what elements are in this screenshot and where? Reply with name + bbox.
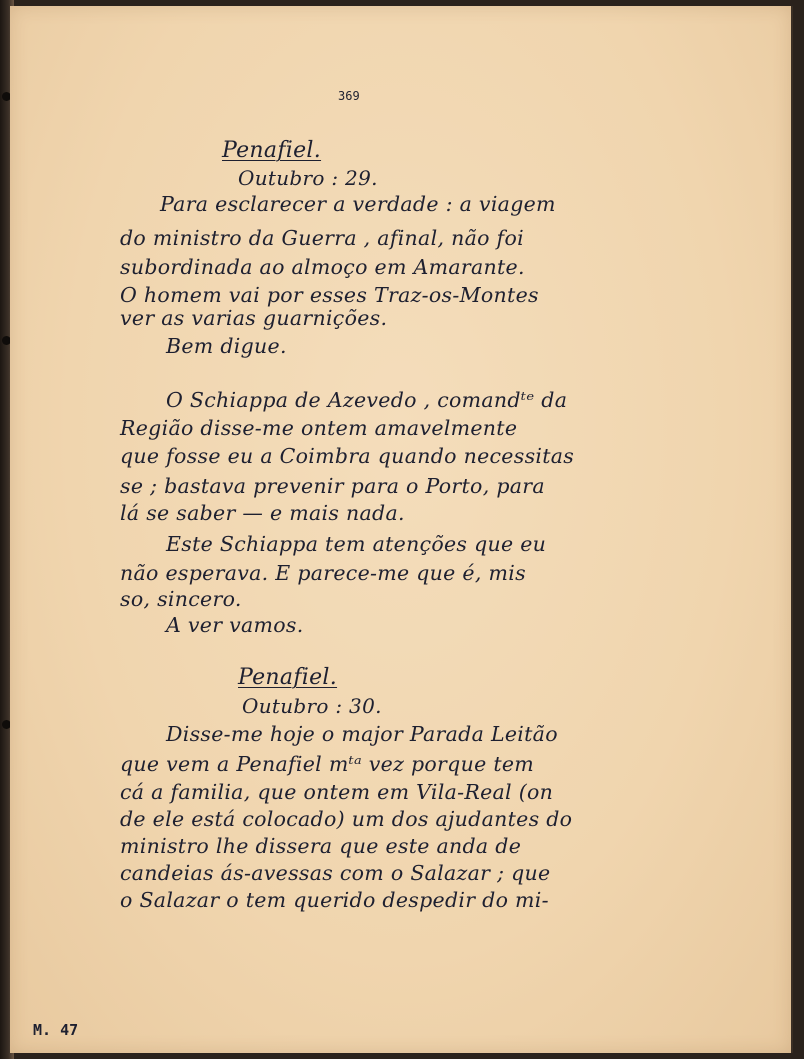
text-line: candeias ás-avessas com o Salazar ; que <box>120 861 551 885</box>
entry-date: Outubro : 29. <box>238 166 378 190</box>
text-line: Este Schiappa tem atenções que eu <box>166 532 547 556</box>
text-line: Para esclarecer a verdade : a viagem <box>160 192 556 216</box>
text-line: cá a familia, que ontem em Vila-Real (on <box>120 780 554 804</box>
text-line: Disse-me hoje o major Parada Leitão <box>166 722 558 746</box>
text-line: ver as varias guarnições. <box>120 306 388 330</box>
text-line: não esperava. E parece-me que é, mis <box>120 561 526 585</box>
entry-date: Outubro : 30. <box>242 694 382 718</box>
text-line: lá se saber — e mais nada. <box>120 501 405 525</box>
entry-place-heading: Penafiel. <box>238 665 338 690</box>
text-line: de ele está colocado) um dos ajudantes do <box>120 807 573 831</box>
text-line: O homem vai por esses Traz-os-Montes <box>120 283 539 307</box>
text-line: se ; bastava prevenir para o Porto, para <box>120 474 545 498</box>
text-line: do ministro da Guerra , afinal, não foi <box>120 226 524 250</box>
text-line: ministro lhe dissera que este anda de <box>120 834 522 858</box>
text-line: Região disse-me ontem amavelmente <box>120 416 518 440</box>
text-line: que fosse eu a Coimbra quando necessitas <box>120 444 575 468</box>
text-line: que vem a Penafiel mᵗᵃ vez porque tem <box>120 752 535 776</box>
margin-mark: M. 47 <box>33 1021 79 1039</box>
text-line: O Schiappa de Azevedo , comandᵗᵉ da <box>166 388 568 412</box>
text-line: Bem digue. <box>166 334 287 358</box>
text-line: A ver vamos. <box>166 613 304 637</box>
text-line: o Salazar o tem querido despedir do mi- <box>120 888 549 912</box>
text-line: so, sincero. <box>120 587 242 611</box>
page-number: 369 <box>338 89 360 103</box>
text-line: subordinada ao almoço em Amarante. <box>120 255 525 279</box>
entry-place-heading: Penafiel. <box>222 138 322 163</box>
